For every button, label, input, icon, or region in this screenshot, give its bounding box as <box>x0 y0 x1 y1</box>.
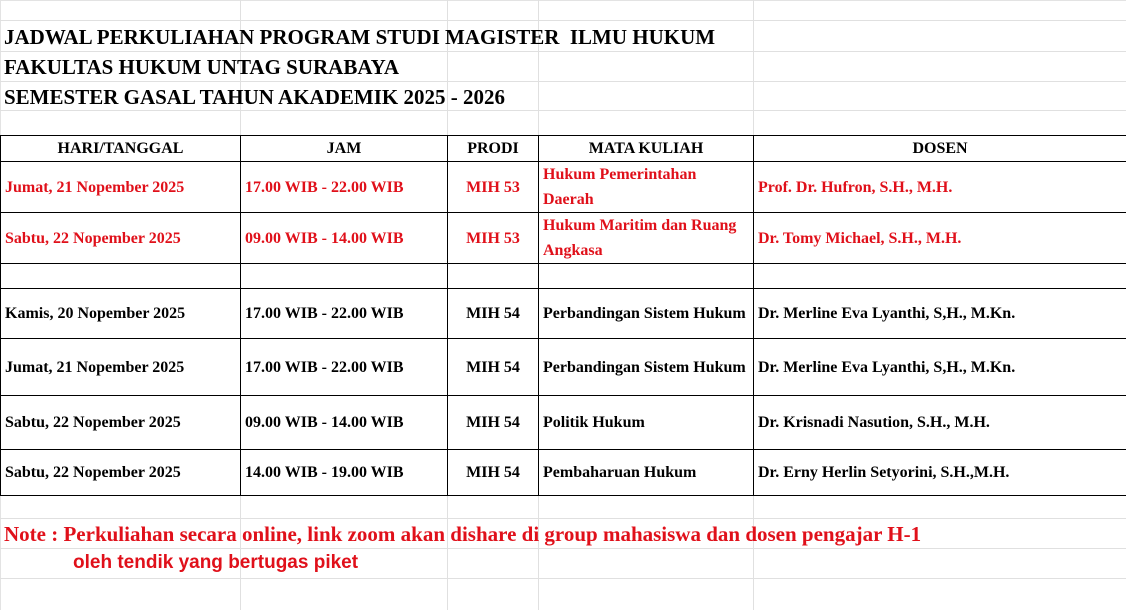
cell-mata-kuliah: Hukum Maritim dan Ruang Angkasa <box>539 213 754 264</box>
cell-jam: 17.00 WIB - 22.00 WIB <box>241 339 448 396</box>
gridline <box>447 492 448 610</box>
column-header-mata-kuliah: MATA KULIAH <box>539 136 754 162</box>
cell-prodi: MIH 54 <box>448 339 539 396</box>
table-row <box>1 289 1126 339</box>
cell-mata-kuliah: Hukum Pemerintahan Daerah <box>539 162 754 213</box>
note-text-continued: oleh tendik yang bertugas piket <box>73 552 359 573</box>
column-header-hari: HARI/TANGGAL <box>1 136 241 162</box>
gridline <box>0 518 1126 519</box>
note-text: Note : Perkuliahan secara online, link zoom akan dishare di group mahasiswa dan dosen pengajar H-1 <box>4 522 922 546</box>
gridline <box>0 51 1126 52</box>
cell-mata-kuliah: Perbandingan Sistem Hukum <box>539 289 754 339</box>
cell-hari: Kamis, 20 Nopember 2025 <box>1 289 241 339</box>
cell-jam: 09.00 WIB - 14.00 WIB <box>241 396 448 450</box>
cell-prodi <box>448 264 539 289</box>
gridline <box>0 20 1126 21</box>
cell-mata-kuliah: Perbandingan Sistem Hukum <box>539 339 754 396</box>
cell-mata-kuliah: Pembaharuan Hukum <box>539 450 754 496</box>
table-header-row <box>1 136 1126 162</box>
cell-prodi: MIH 53 <box>448 213 539 264</box>
cell-jam: 09.00 WIB - 14.00 WIB <box>241 213 448 264</box>
cell-jam: 17.00 WIB - 22.00 WIB <box>241 289 448 339</box>
table-row <box>1 396 1126 450</box>
gridline <box>240 492 241 610</box>
cell-hari: Sabtu, 22 Nopember 2025 <box>1 396 241 450</box>
cell-mata-kuliah: Politik Hukum <box>539 396 754 450</box>
cell-prodi: MIH 53 <box>448 162 539 213</box>
cell-dosen: Prof. Dr. Hufron, S.H., M.H. <box>754 162 1126 213</box>
cell-dosen: Dr. Merline Eva Lyanthi, S,H., M.Kn. <box>754 289 1126 339</box>
cell-hari: Sabtu, 22 Nopember 2025 <box>1 213 241 264</box>
semester-title: SEMESTER GASAL TAHUN AKADEMIK 2025 - 2026 <box>4 85 505 109</box>
column-header-prodi: PRODI <box>448 136 539 162</box>
cell-prodi: MIH 54 <box>448 450 539 496</box>
column-header-jam: JAM <box>241 136 448 162</box>
table-row <box>1 162 1126 213</box>
cell-hari: Jumat, 21 Nopember 2025 <box>1 162 241 213</box>
cell-prodi: MIH 54 <box>448 289 539 339</box>
gridline <box>0 578 1126 579</box>
table-row <box>1 450 1126 496</box>
column-header-dosen: DOSEN <box>754 136 1126 162</box>
cell-dosen: Dr. Merline Eva Lyanthi, S,H., M.Kn. <box>754 339 1126 396</box>
table-row-spacer <box>1 264 1126 289</box>
cell-prodi: MIH 54 <box>448 396 539 450</box>
table-row <box>1 339 1126 396</box>
cell-dosen: Dr. Erny Herlin Setyorini, S.H.,M.H. <box>754 450 1126 496</box>
table-row <box>1 213 1126 264</box>
gridline <box>0 110 1126 111</box>
cell-jam: 14.00 WIB - 19.00 WIB <box>241 450 448 496</box>
gridline <box>753 492 754 610</box>
cell-hari <box>1 264 241 289</box>
gridline <box>0 81 1126 82</box>
cell-dosen: Dr. Krisnadi Nasution, S.H., M.H. <box>754 396 1126 450</box>
gridline <box>0 548 1126 549</box>
cell-dosen: Dr. Tomy Michael, S.H., M.H. <box>754 213 1126 264</box>
gridline <box>538 492 539 610</box>
cell-hari: Jumat, 21 Nopember 2025 <box>1 339 241 396</box>
schedule-table <box>0 135 1126 496</box>
cell-mata-kuliah <box>539 264 754 289</box>
faculty-title: FAKULTAS HUKUM UNTAG SURABAYA <box>4 55 399 79</box>
cell-hari: Sabtu, 22 Nopember 2025 <box>1 450 241 496</box>
cell-jam: 17.00 WIB - 22.00 WIB <box>241 162 448 213</box>
cell-jam <box>241 264 448 289</box>
schedule-title: JADWAL PERKULIAHAN PROGRAM STUDI MAGISTER ILMU HUKUM <box>4 25 716 49</box>
cell-dosen <box>754 264 1126 289</box>
